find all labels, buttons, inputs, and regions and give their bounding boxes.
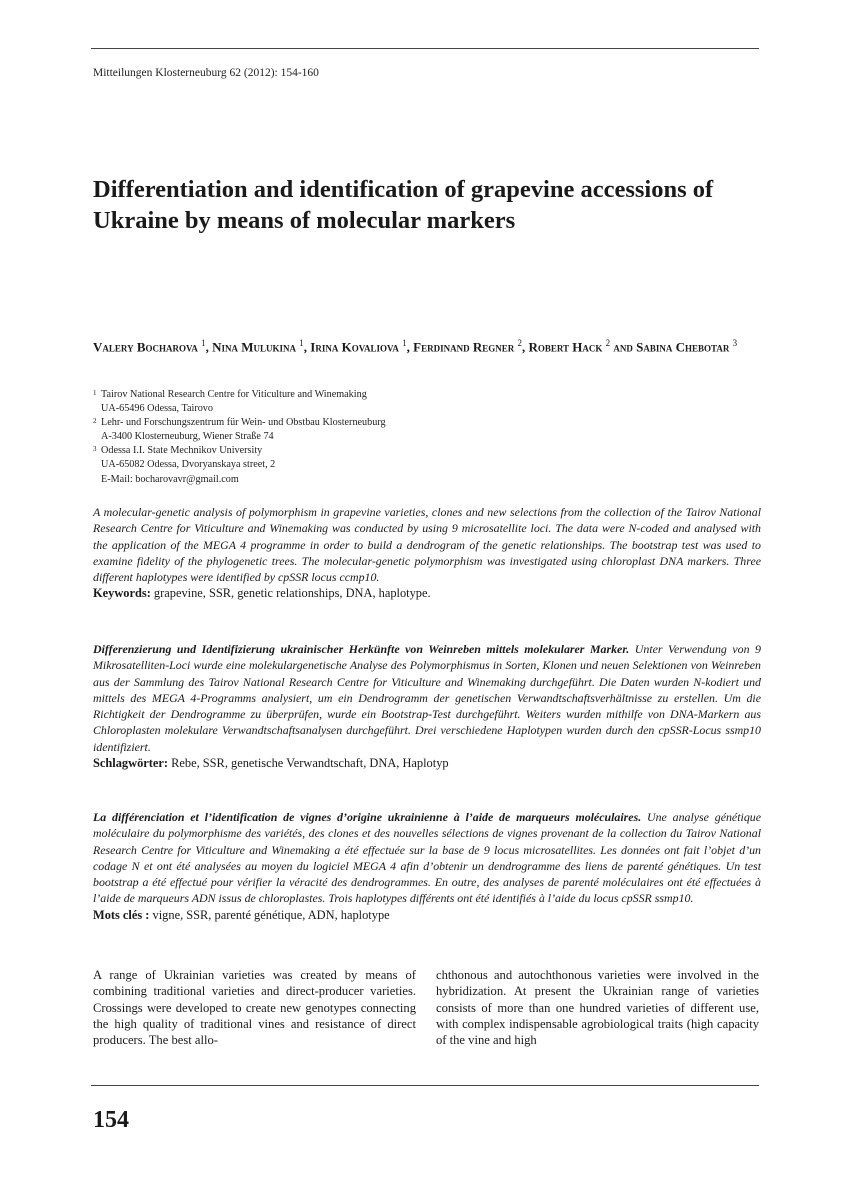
affiliation-number: 3 (93, 445, 97, 454)
abstract-english (93, 504, 761, 602)
author-name: Robert Hack (528, 339, 603, 355)
author-name: Nina Mulukina (212, 339, 297, 355)
affiliations (93, 388, 593, 487)
author-name: Ferdinand Regner (413, 339, 515, 355)
header-rule (91, 48, 759, 49)
abstract-body: Unter Verwendung von 9 Mikrosatelliten-Loci wurde eine molekulargenetische Analyse des Polymorphismus in Sorten, Klonen und neuen Selektionen von Weinreben aus der Sammlung des Tairov National Research Centre for Viticulture and Winemaking durchgeführt. Die Daten wurden N-kodiert und mittels des MEGA 4-Programms analysiert, um ein Dendrogramm der genetischen Verwandtschaftsverhältnisse zu erstellen. Um die Richtigkeit der Dendrogramme zu überprüfen, wurde ein Bootstrap-Test durchgeführt. Weiters wurden mithilfe von DNA-Markern aus Chloroplasten molekulare Verwandtschaftsanalysen durchgeführt. Drei verschiedene Haplotypen wurden durch den cpSSR-Locus ssmp10 identifiziert. (93, 642, 761, 754)
keywords-label: Schlagwörter: (93, 756, 169, 771)
affiliation-line: UA-65496 Odessa, Tairovo (101, 403, 213, 415)
abstract-german (93, 641, 761, 771)
author-separator: and (610, 339, 637, 355)
author-list (93, 333, 753, 357)
author-separator: , (303, 339, 311, 355)
abstract-text: A molecular-genetic analysis of polymorphism in grapevine varieties, clones and new selections from the collection of the Tairov National Research Centre for Viticulture and Winemaking was conducted by using 9 microsatellite loci. The data were N-coded and analysed with the application of the MEGA 4 programme in order to build a dendrogram of the genetic relationships. The bootstrap test was used to examine fidelity of the phylogenetic trees. The molecular-genetic polymorphism was investigated using chloroplast DNA markers. Three different haplotypes were identified by cpSSR locus ccmp10. (93, 505, 761, 585)
body-column-right: chthonous and autochthonous varieties were involved in the hybridization. At present the Ukrainian range of varieties consists of more than one hundred varieties of different use, with complex indispensable agrobiological traits (high capacity of the vine and high (436, 968, 759, 1048)
journal-citation: Mitteilungen Klosterneuburg 62 (2012): 154-160 (93, 67, 319, 79)
affiliation-line: Tairov National Research Centre for Viticulture and Winemaking (101, 389, 367, 400)
author-name: Irina Kovaliova (310, 339, 399, 355)
page-number: 154 (93, 1107, 129, 1133)
affiliation-line: UA-65082 Odessa, Dvoryanskaya street, 2 (101, 459, 276, 471)
affiliation-line: Odessa I.I. State Mechnikov University (101, 445, 263, 457)
author-affiliation-mark: 2 (517, 338, 522, 348)
affiliation-number: 1 (93, 389, 97, 397)
author-name: Valery Bocharova (93, 339, 198, 355)
abstract-text (93, 809, 761, 907)
keywords-list: vigne, SSR, parenté génétique, ADN, haplotype (149, 907, 390, 922)
author-affiliation-mark: 2 (605, 338, 611, 348)
author-affiliation-mark: 1 (201, 338, 206, 348)
keywords-list: Rebe, SSR, genetische Verwandtschaft, DNA, Haplotyp (168, 756, 449, 771)
author-affiliation-mark: 3 (732, 338, 738, 348)
contact-email[interactable]: E-Mail: bocharovavr@gmail.com (101, 473, 239, 485)
abstract-french (93, 809, 761, 923)
author-affiliation-mark: 1 (299, 338, 304, 348)
author-separator: , (205, 339, 213, 355)
footer-rule (91, 1085, 759, 1086)
affiliation-item (93, 416, 593, 444)
author-separator: , (406, 339, 414, 355)
author-separator: , (521, 339, 529, 355)
affiliation-item (93, 444, 593, 486)
keywords (93, 907, 761, 923)
keywords-label: Mots clés : (93, 907, 150, 922)
abstract-title: Differenzierung und Identifizierung ukrainischer Herkünfte von Weinreben mittels molekularer Marker. (93, 642, 630, 656)
affiliation-item (93, 388, 593, 416)
article-title: Differentiation and identification of grapevine accessions of Ukraine by means of molecular markers (93, 176, 714, 234)
abstract-text (93, 641, 761, 755)
affiliation-line: Lehr- und Forschungszentrum für Wein- und Obstbau Klosterneuburg (101, 417, 386, 429)
abstract-body: Une analyse génétique moléculaire du polymorphisme des variétés, des clones et des nouvelles sélections de vignes provenant de la collection du Tairov National Research Centre for Viticulture and Winemaking a été effectuée sur la base de 9 locus microsatellites. Les données ont fait l’objet d’un codage N et ont été analysées au moyen du logiciel MEGA 4 afin d’obtenir un dendrogramme des liens de parenté génétiques. Un test bootstrap a été effectué pour vérifier la véracité des dendrogrammes. En outre, des analyses de parenté moléculaires ont été effectuées à l’aide de marqueurs ADN issus de chloroplastes. Trois haplotypes différents ont été identifiés à l’aide du locus cpSSR ssmp10. (93, 810, 761, 906)
body-column-left: A range of Ukrainian varieties was created by means of combining traditional varieties and direct-producer varieties. Crossings were developed to create new genotypes connecting the high quality of traditional vines and resistance of direct producers. The best allo- (93, 968, 416, 1048)
affiliation-line: A-3400 Klosterneuburg, Wiener Straße 74 (101, 431, 274, 443)
keywords (93, 755, 761, 771)
author-affiliation-mark: 1 (402, 338, 407, 348)
abstract-title: La différenciation et l’identification de vignes d’origine ukrainienne à l’aide de marqueurs moléculaires. (93, 810, 642, 824)
author-name: Sabina Chebotar (636, 339, 730, 355)
keywords (93, 585, 761, 601)
affiliation-number: 2 (93, 417, 97, 426)
keywords-list: grapevine, SSR, genetic relationships, DNA, haplotype. (150, 586, 431, 601)
keywords-label: Keywords: (93, 586, 151, 601)
